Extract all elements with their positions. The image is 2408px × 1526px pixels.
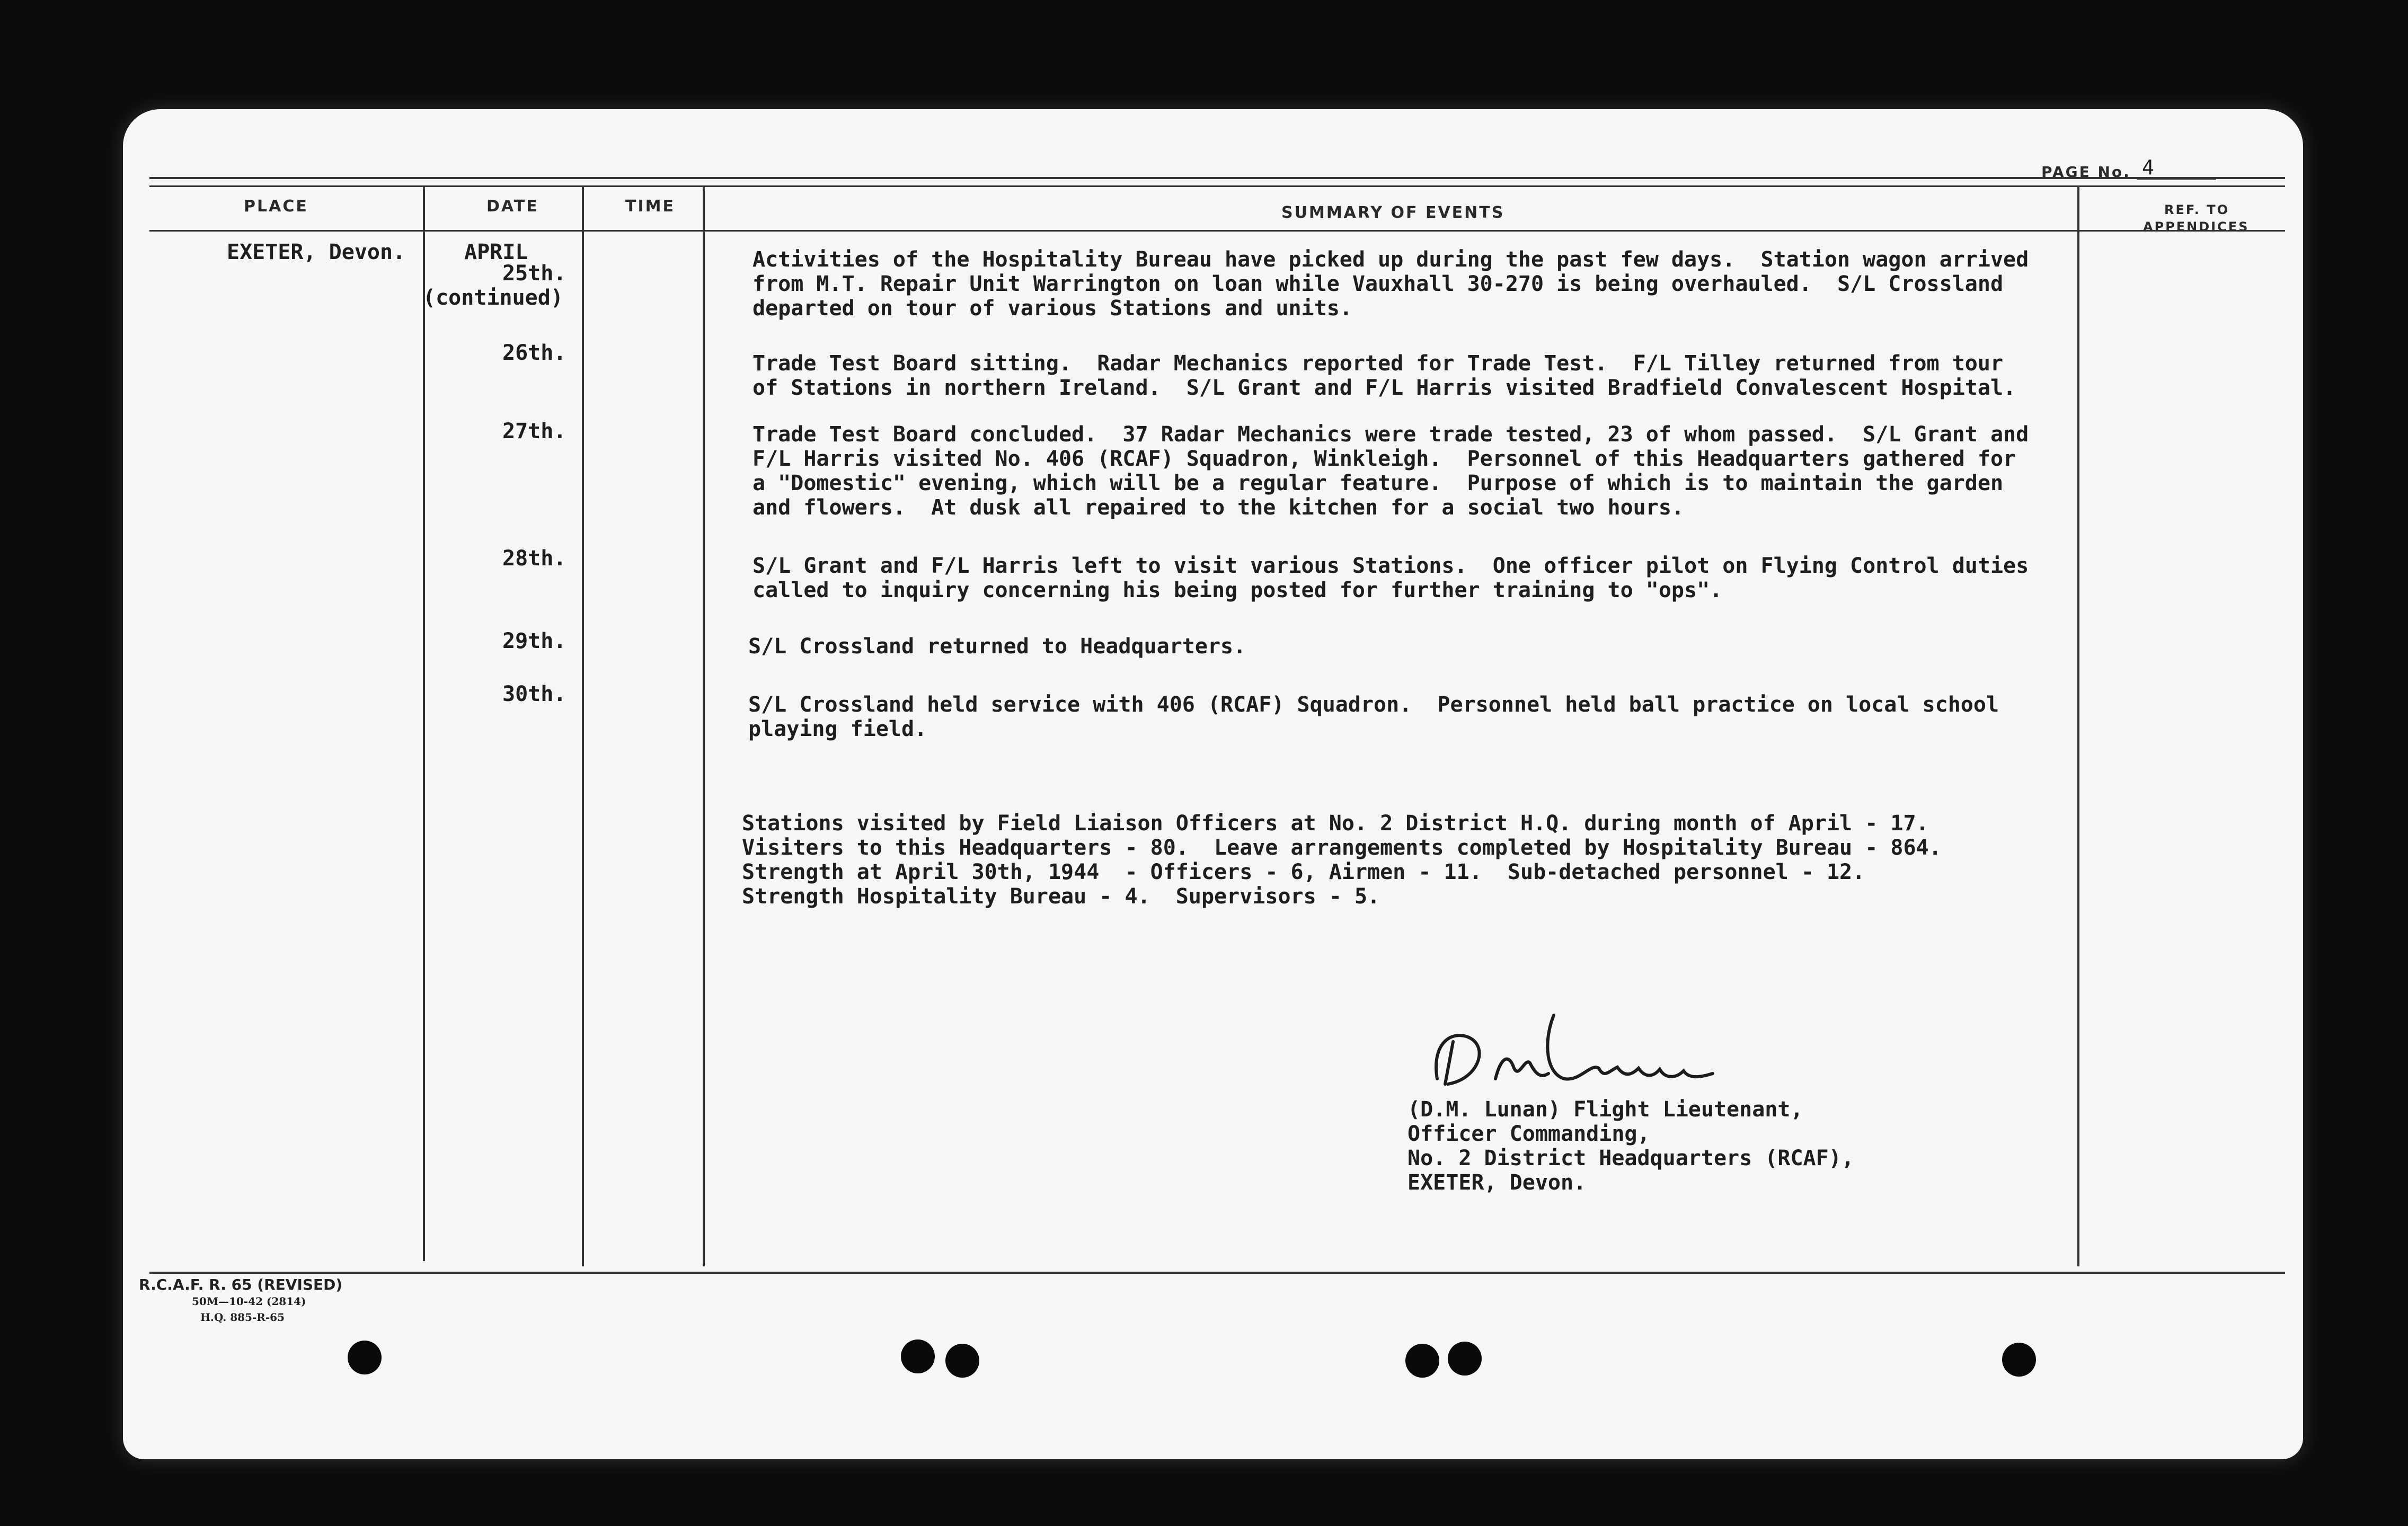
- form-print-code: 50M—10-42 (2814): [192, 1295, 306, 1308]
- top-rule: [149, 177, 2285, 179]
- signature-line-2: Officer Commanding,: [1407, 1122, 1650, 1146]
- date-25th: 25th.: [502, 261, 566, 286]
- date-26th: 26th.: [502, 341, 566, 365]
- entry-25th-line-3: departed on tour of various Stations and units.: [752, 296, 1352, 321]
- place-cell: EXETER, Devon.: [227, 240, 406, 264]
- date-28th: 28th.: [502, 546, 566, 571]
- entry-30th-line-2: playing field.: [748, 717, 927, 741]
- entry-27th-line-3: a "Domestic" evening, which will be a regular feature. Purpose of which is to maintain the garden: [752, 471, 2004, 495]
- date-29th: 29th.: [502, 629, 566, 653]
- date-25th-note: (continued): [423, 286, 563, 310]
- entry-27th-line-4: and flowers. At dusk all repaired to the kitchen for a social two hours.: [752, 495, 1684, 520]
- binder-hole: [901, 1339, 935, 1373]
- header-bottom-rule: [149, 230, 2285, 232]
- column-header-ref-line1: REF. TO: [2164, 202, 2229, 217]
- date-27th: 27th.: [502, 419, 566, 443]
- form-hq-code: H.Q. 885-R-65: [200, 1311, 285, 1324]
- entry-28th-line-2: called to inquiry concerning his being posted for further training to "ops".: [752, 578, 1723, 602]
- summary-line-2: Visiters to this Headquarters - 80. Leave arrangements completed by Hospitality Bureau - 864.: [742, 836, 1942, 860]
- summary-line-4: Strength Hospitality Bureau - 4. Supervisors - 5.: [742, 884, 1380, 909]
- col-rule-place-date: [423, 185, 425, 1261]
- column-header-date: DATE: [486, 197, 539, 216]
- entry-25th-line-1: Activities of the Hospitality Bureau have picked up during the past few days. Station wagon arrived: [752, 247, 2029, 272]
- entry-25th-line-2: from M.T. Repair Unit Warrington on loan while Vauxhall 30-270 is being overhauled. S/L Crossland: [752, 272, 2004, 296]
- summary-line-3: Strength at April 30th, 1944 - Officers - 6, Airmen - 11. Sub-detached personnel - 12.: [742, 860, 1865, 884]
- date-30th: 30th.: [502, 682, 566, 706]
- column-header-ref-line2: APPENDICES: [2143, 219, 2250, 234]
- entry-27th-line-1: Trade Test Board concluded. 37 Radar Mechanics were trade tested, 23 of whom passed. S/L Grant and: [752, 422, 2029, 447]
- signature-line-1: (D.M. Lunan) Flight Lieutenant,: [1407, 1097, 1803, 1122]
- summary-line-1: Stations visited by Field Liaison Officers at No. 2 District H.Q. during month of April - 17.: [742, 811, 1929, 836]
- entry-28th-line-1: S/L Grant and F/L Harris left to visit various Stations. One officer pilot on Flying Control duties: [752, 554, 2029, 578]
- col-rule-date-time: [582, 185, 584, 1266]
- record-sheet: [123, 109, 2303, 1459]
- page-number-label: PAGE No.: [2041, 163, 2131, 181]
- binder-hole: [348, 1341, 382, 1374]
- entry-26th-line-1: Trade Test Board sitting. Radar Mechanics reported for Trade Test. F/L Tilley returned from tour: [752, 351, 2004, 376]
- col-rule-time-summary: [703, 185, 705, 1266]
- header-top-rule: [149, 185, 2285, 187]
- page-number: 4: [2142, 156, 2154, 179]
- handwritten-signature: [1416, 999, 1851, 1105]
- entry-27th-line-2: F/L Harris visited No. 406 (RCAF) Squadron, Winkleigh. Personnel of this Headquarters gathered for: [752, 447, 2016, 471]
- entry-26th-line-2: of Stations in northern Ireland. S/L Grant and F/L Harris visited Bradfield Convalescent Hospital.: [752, 376, 2016, 400]
- column-header-place: PLACE: [244, 197, 308, 216]
- binder-hole: [945, 1344, 979, 1378]
- signature-line-4: EXETER, Devon.: [1407, 1170, 1587, 1195]
- column-header-time: TIME: [625, 197, 675, 216]
- form-number: R.C.A.F. R. 65 (REVISED): [139, 1276, 343, 1293]
- bottom-rule: [149, 1272, 2285, 1274]
- col-rule-summary-ref: [2077, 185, 2079, 1266]
- binder-hole: [2002, 1343, 2036, 1377]
- column-header-summary: SUMMARY OF EVENTS: [1281, 203, 1505, 222]
- signature-line-3: No. 2 District Headquarters (RCAF),: [1407, 1146, 1854, 1170]
- entry-30th-line-1: S/L Crossland held service with 406 (RCAF) Squadron. Personnel held ball practice on local school: [748, 693, 1999, 717]
- page-number-dots: [2137, 179, 2216, 180]
- binder-hole: [1405, 1344, 1439, 1378]
- binder-hole: [1448, 1342, 1482, 1376]
- month-cell: APRIL: [464, 240, 528, 264]
- entry-29th-line-1: S/L Crossland returned to Headquarters.: [748, 634, 1246, 659]
